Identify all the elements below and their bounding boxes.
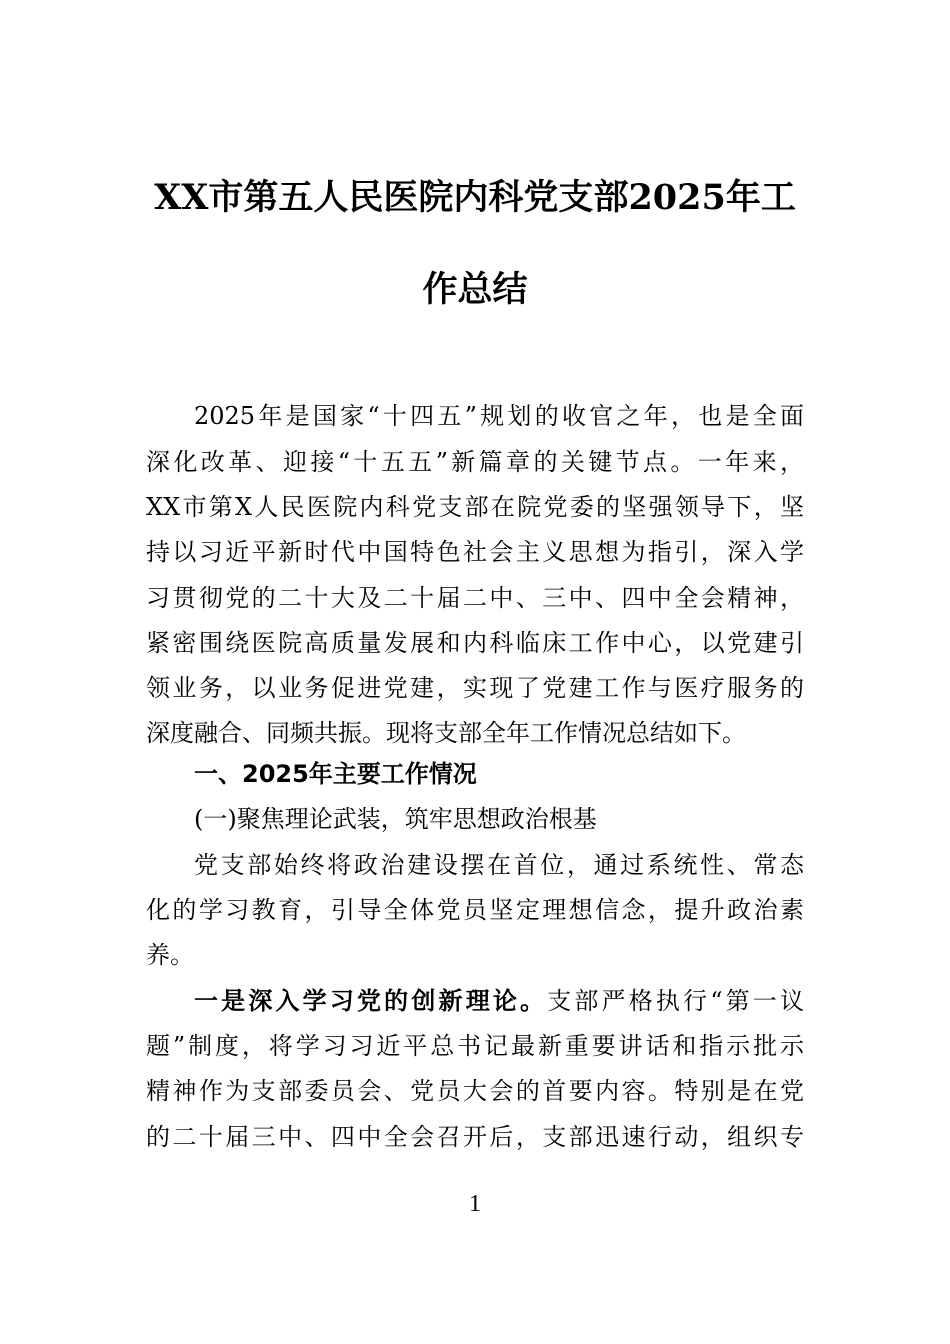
point-text: 支部严格执行“第一议 xyxy=(547,987,804,1015)
body-paragraph-line: 化的学习教育，引导全体党员坚定理想信念，提升政治素 xyxy=(146,896,804,924)
point-paragraph-first-line xyxy=(194,985,804,1017)
intro-paragraph-line: 领业务，以业务促进党建，实现了党建工作与医疗服务的 xyxy=(146,674,804,702)
body-paragraph-line: 养。 xyxy=(146,941,194,969)
document-title-line-1: XX市第五人民医院内科党支部2025年工 xyxy=(154,177,796,218)
intro-paragraph-line: 2025年是国家“十四五”规划的收官之年，也是全面 xyxy=(194,402,804,430)
point-lead-text: 一是深入学习党的创新理论。 xyxy=(194,987,548,1015)
intro-paragraph-line: 持以习近平新时代中国特色社会主义思想为指引，深入学 xyxy=(146,538,804,566)
intro-paragraph-line: 深度融合、同频共振。现将支部全年工作情况总结如下。 xyxy=(146,719,746,747)
subsection-heading: (一)聚焦理论武装，筑牢思想政治根基 xyxy=(194,805,597,833)
body-paragraph-line: 的二十届三中、四中全会召开后，支部迅速行动，组织专 xyxy=(146,1123,804,1151)
body-paragraph-line: 精神作为支部委员会、党员大会的首要内容。特别是在党 xyxy=(146,1077,804,1105)
document-title-line-2: 作总结 xyxy=(422,269,528,310)
intro-paragraph-line: 习贯彻党的二十大及二十届二中、三中、四中全会精神， xyxy=(146,584,804,612)
body-paragraph-line: 题”制度，将学习习近平总书记最新重要讲话和指示批示 xyxy=(146,1032,804,1060)
intro-paragraph-line: 深化改革、迎接“十五五”新篇章的关键节点。一年来， xyxy=(146,448,804,476)
body-paragraph-line: 党支部始终将政治建设摆在首位，通过系统性、常态 xyxy=(194,851,804,879)
page-number: 1 xyxy=(469,1191,481,1217)
section-heading: 一、2025年主要工作情况 xyxy=(194,760,477,788)
intro-paragraph-line: 紧密围绕医院高质量发展和内科临床工作中心，以党建引 xyxy=(146,629,804,657)
intro-paragraph-line: XX市第X人民医院内科党支部在院党委的坚强领导下，坚 xyxy=(146,493,804,521)
